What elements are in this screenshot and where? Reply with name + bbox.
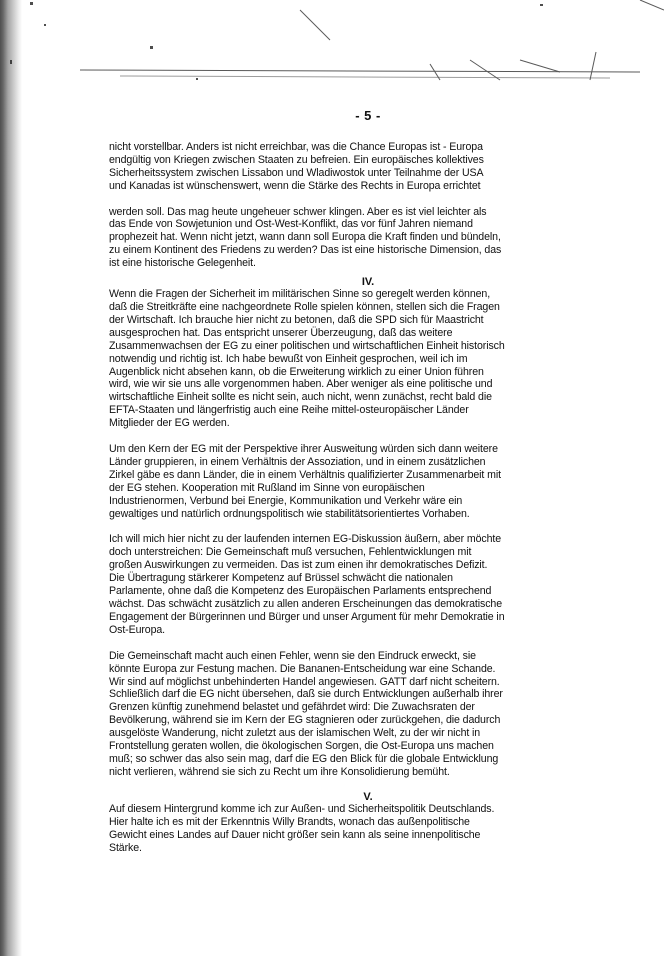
text-line: Um den Kern der EG mit der Perspektive ihrer Ausweitung würden sich dann weitere	[109, 443, 498, 456]
text-line: und Kanadas ist wünschenswert, wenn die Stärke des Rechts in Europa errichtet	[109, 179, 481, 192]
text-line: daß die Streitkräfte eine nachgeordnete Rolle spielen können, stellen sich die Fragen	[109, 300, 500, 313]
text-line: Ost-Europa.	[109, 623, 166, 636]
text-line: wird, wie wir sie uns alle vorgenommen haben. Aber weniger als eine politische und	[109, 378, 493, 391]
text-line: das Ende von Sowjetunion und Ost-West-Konflikt, das vor fünf Jahren niemand	[109, 218, 473, 231]
text-line: Stärke.	[109, 841, 142, 854]
text-line: Grenzen künftig zunehmend belastet und gefährdet wird: Die Zuwachsraten der	[109, 701, 475, 714]
text-line: Ich will mich hier nicht zu der laufenden internen EG-Diskussion äußern, aber möchte	[109, 533, 502, 546]
paragraph	[109, 206, 627, 271]
text-line: ist eine historische Gelegenheit.	[109, 257, 256, 270]
text-line: Bevölkerung, während sie im Kern der EG stagnieren oder zurückgehen, die dadurch	[109, 714, 501, 727]
text-line: Die Gemeinschaft macht auch einen Fehler, wenn sie den Eindruck erweckt, sie	[109, 649, 476, 662]
text-line: gewaltiges und natürlich ordnungspolitisch wie stabilitätsorientiertes Vorhaben.	[109, 507, 470, 520]
text-line: nicht verlieren, während sie sich zu Recht um ihre Konsolidierung bemüht.	[109, 765, 450, 778]
text-line: Engagement der Bürgerinnen und Bürger und unser Argument für mehr Demokratie in	[109, 610, 505, 623]
text-line: notwendig und richtig ist. Ich habe bewußt von Einheit gesprochen, weil ich im	[109, 352, 468, 365]
text-line: endgültig von Kriegen zwischen Staaten zu befreien. Ein europäisches kollektives	[109, 153, 484, 166]
paragraph	[109, 533, 627, 636]
text-line: Schließlich darf die EG nicht übersehen, daß sie durch Entwicklungen außerhalb ihrer	[109, 688, 503, 701]
text-line: Zirkel gäbe es dann Länder, die in einem Verhältnis qualifizierter Zusammenarbeit mit	[109, 468, 501, 481]
section-heading-iv: IV.	[361, 276, 375, 289]
scan-edge-shadow	[0, 0, 22, 956]
text-line: Gewicht eines Landes auf Dauer nicht größer sein kann als seine innenpolitische	[109, 828, 481, 841]
text-line: der Wirtschaft. Ich brauche hier nicht zu betonen, daß die SPD sich für Maastricht	[109, 313, 484, 326]
text-line: Frontstellung geraten wollen, die ökologischen Sorgen, die Ost-Europa uns machen	[109, 740, 494, 753]
text-line: Mitglieder der EG werden.	[109, 417, 230, 430]
text-line: Länder gruppieren, in einem Verhältnis der Assoziation, und in einem zusätzlichen	[109, 455, 486, 468]
text-line: Hier halte ich es mit der Erkenntnis Willy Brandts, wonach das außenpolitische	[109, 815, 470, 828]
text-line: wirtschaftliche Einheit sollte es nicht sein, auch nicht, wenn zunächst, recht bald die	[109, 391, 492, 404]
text-line: Parlamente, ohne daß die Kompetenz des Europäischen Parlaments entsprechend	[109, 585, 492, 598]
text-line: Wir sind auf möglichst unbehinderten Handel angewiesen. GATT darf nicht scheitern.	[109, 675, 500, 688]
text-line: Sicherheitssystem zwischen Lissabon und Wladiwostok unter Teilnahme der USA	[109, 166, 484, 179]
document-body	[109, 110, 627, 854]
text-line: wächst. Das schwächt zusätzlich zu allen anderen Erscheinungen das demokratische	[109, 598, 503, 610]
paragraph	[109, 650, 627, 779]
paragraph	[109, 443, 627, 520]
text-line: großen Auswirkungen zu vermeiden. Das ist zum einen ihr demokratisches Defizit.	[109, 559, 488, 572]
text-line: könnte Europa zur Festung machen. Die Bananen-Entscheidung war eine Schande.	[109, 662, 496, 675]
text-line: nicht vorstellbar. Anders ist nicht erreichbar, was die Chance Europas ist - Europa	[109, 140, 483, 153]
text-line: doch unterstreichen: Die Gemeinschaft muß versuchen, Fehlentwicklungen mit	[109, 546, 472, 559]
scan-noise-top	[0, 0, 664, 90]
text-line: EFTA-Staaten und längerfristig auch eine Reihe mittel-osteuropäischer Länder	[109, 404, 469, 417]
paragraph	[109, 141, 627, 193]
text-line: prophezeit hat. Wenn nicht jetzt, wann dann soll Europa die Kraft finden und bündeln,	[109, 231, 501, 244]
paragraph	[109, 288, 627, 430]
text-line: Zusammenwachsen der EG zu einer politischen und wirtschaftlichen Einheit historisch	[109, 339, 505, 352]
section-heading-v: V.	[363, 790, 373, 803]
text-line: Auf diesem Hintergrund komme ich zur Außen- und Sicherheitspolitik Deutschlands.	[109, 802, 495, 815]
text-line: Die Übertragung stärkerer Kompetenz auf Brüssel schwächt die nationalen	[109, 572, 453, 585]
page-number: - 5 -	[355, 108, 381, 123]
text-line: zu einem Kontinent des Friedens zu werden? Das ist eine historische Dimension, das	[109, 244, 502, 257]
text-line: werden soll. Das mag heute ungeheuer schwer klingen. Aber es ist viel leichter als	[109, 205, 487, 218]
text-line: Augenblick nicht absehen kann, ob die Erweiterung wirklich zu einer Union führen	[109, 365, 484, 378]
paragraph	[109, 803, 627, 855]
text-line: der EG stehen. Kooperation mit Rußland im Sinne von europäischen	[109, 481, 425, 494]
text-line: ausgelöste Wanderung, nicht zuletzt aus der islamischen Welt, zu der wir nicht in	[109, 727, 481, 740]
text-line: ausgesprochen hat. Das entspricht unserer Überzeugung, daß das weitere	[109, 326, 453, 339]
text-line: Wenn die Fragen der Sicherheit im militärischen Sinne so geregelt werden können,	[109, 288, 491, 301]
text-line: muß; so schwer das also sein mag, darf die EG den Blick für die globale Entwicklung	[109, 752, 499, 765]
text-line: Industrienormen, Verbund bei Energie, Kommunikation und Verkehr wäre ein	[109, 494, 463, 507]
